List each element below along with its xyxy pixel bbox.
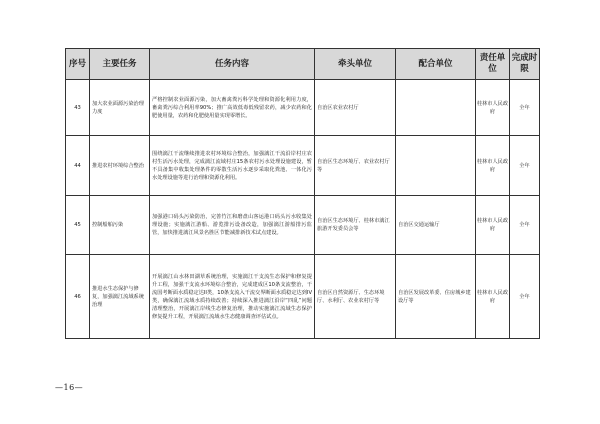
header-coop: 配合单位 [396, 49, 476, 80]
row-coop: 自治区发展改革委、住房城乡建设厅等 [396, 255, 476, 339]
page-number: —16— [55, 383, 84, 392]
row-coop [396, 80, 476, 136]
row-content: 围绕漓江干流继续推进农村环境综合整治，加强漓江干流沿岸村庄农村生活污水处理，完成漓江流域村庄15条农村污水处理设施建设，暂不具备集中收集处理条件的零散生活污水逐步采取化粪池、一体化污水处理设施等进行治理和资源化利用。 [150, 136, 315, 196]
row-content: 开展漓江山水林田湖草系统治理，实施漓江干支流生态保护和修复提升工程，加强干支流水环境综合整治，完成建成区10条支流整治，干流国考断面水质稳定达II类，10条支流入干流交界断面水质稳定达到IV类，确保漓江流域水质持续改善；持续深入推进漓江沿岸“四乱”问题清理整治，开展漓江岸线生态修复治理，推动实施漓江流域生态保护修复提升工程，开展漓江流域水生态健康调查评估试点。 [150, 255, 315, 339]
row-number: 43 [66, 80, 90, 136]
table-header-row [66, 49, 540, 80]
header-task: 主要任务 [90, 49, 150, 80]
row-deadline: 全年 [510, 255, 540, 339]
row-resp: 桂林市人民政府 [476, 196, 510, 255]
row-resp: 桂林市人民政府 [476, 80, 510, 136]
row-task: 控制船舶污染 [90, 196, 150, 255]
table-row [66, 255, 540, 339]
header-deadline: 完成时限 [510, 49, 540, 80]
row-resp: 桂林市人民政府 [476, 255, 510, 339]
row-resp: 桂林市人民政府 [476, 136, 510, 196]
row-lead: 自治区生态环境厅、农业农村厅等 [315, 136, 396, 196]
row-coop [396, 136, 476, 196]
row-number: 44 [66, 136, 90, 196]
header-content: 任务内容 [150, 49, 315, 80]
row-lead: 自治区自然资源厅、生态环境厅、水利厅、农业农村厅等 [315, 255, 396, 339]
row-deadline: 全年 [510, 196, 540, 255]
row-content: 加强港口码头污染防治，完善竹江和磨盘山客运港口码头污水收集处理设施；实施漓江游船、游览排污设备改造，加强漓江游船排污监管，加快推进漓江风景名胜区节能减排新技术试点建设。 [150, 196, 315, 255]
table-row [66, 196, 540, 255]
header-seq: 序号 [66, 49, 90, 80]
task-table [65, 48, 540, 339]
table-row [66, 80, 540, 136]
row-task: 推进水生态保护与修复，加强漓江流域系统治理 [90, 255, 150, 339]
row-number: 45 [66, 196, 90, 255]
row-task: 加大农业面源污染治理力度 [90, 80, 150, 136]
row-deadline: 全年 [510, 136, 540, 196]
row-content: 严格控制农业面源污染，加大畜禽粪污科学处理和资源化利用力度，畜禽粪污综合利用率90%；推广高效低毒低残留农药，减少农药和化肥使用量，农药和化肥使用量实现零增长。 [150, 80, 315, 136]
table-row [66, 136, 540, 196]
row-coop: 自治区交通运输厅 [396, 196, 476, 255]
row-task: 推进农村环境综合整治 [90, 136, 150, 196]
row-number: 46 [66, 255, 90, 339]
row-deadline: 全年 [510, 80, 540, 136]
header-lead: 牵头单位 [315, 49, 396, 80]
row-lead: 自治区生态环境厅、桂林市漓江旅游开发委员会等 [315, 196, 396, 255]
row-lead: 自治区农业农村厅 [315, 80, 396, 136]
header-resp: 责任单位 [476, 49, 510, 80]
